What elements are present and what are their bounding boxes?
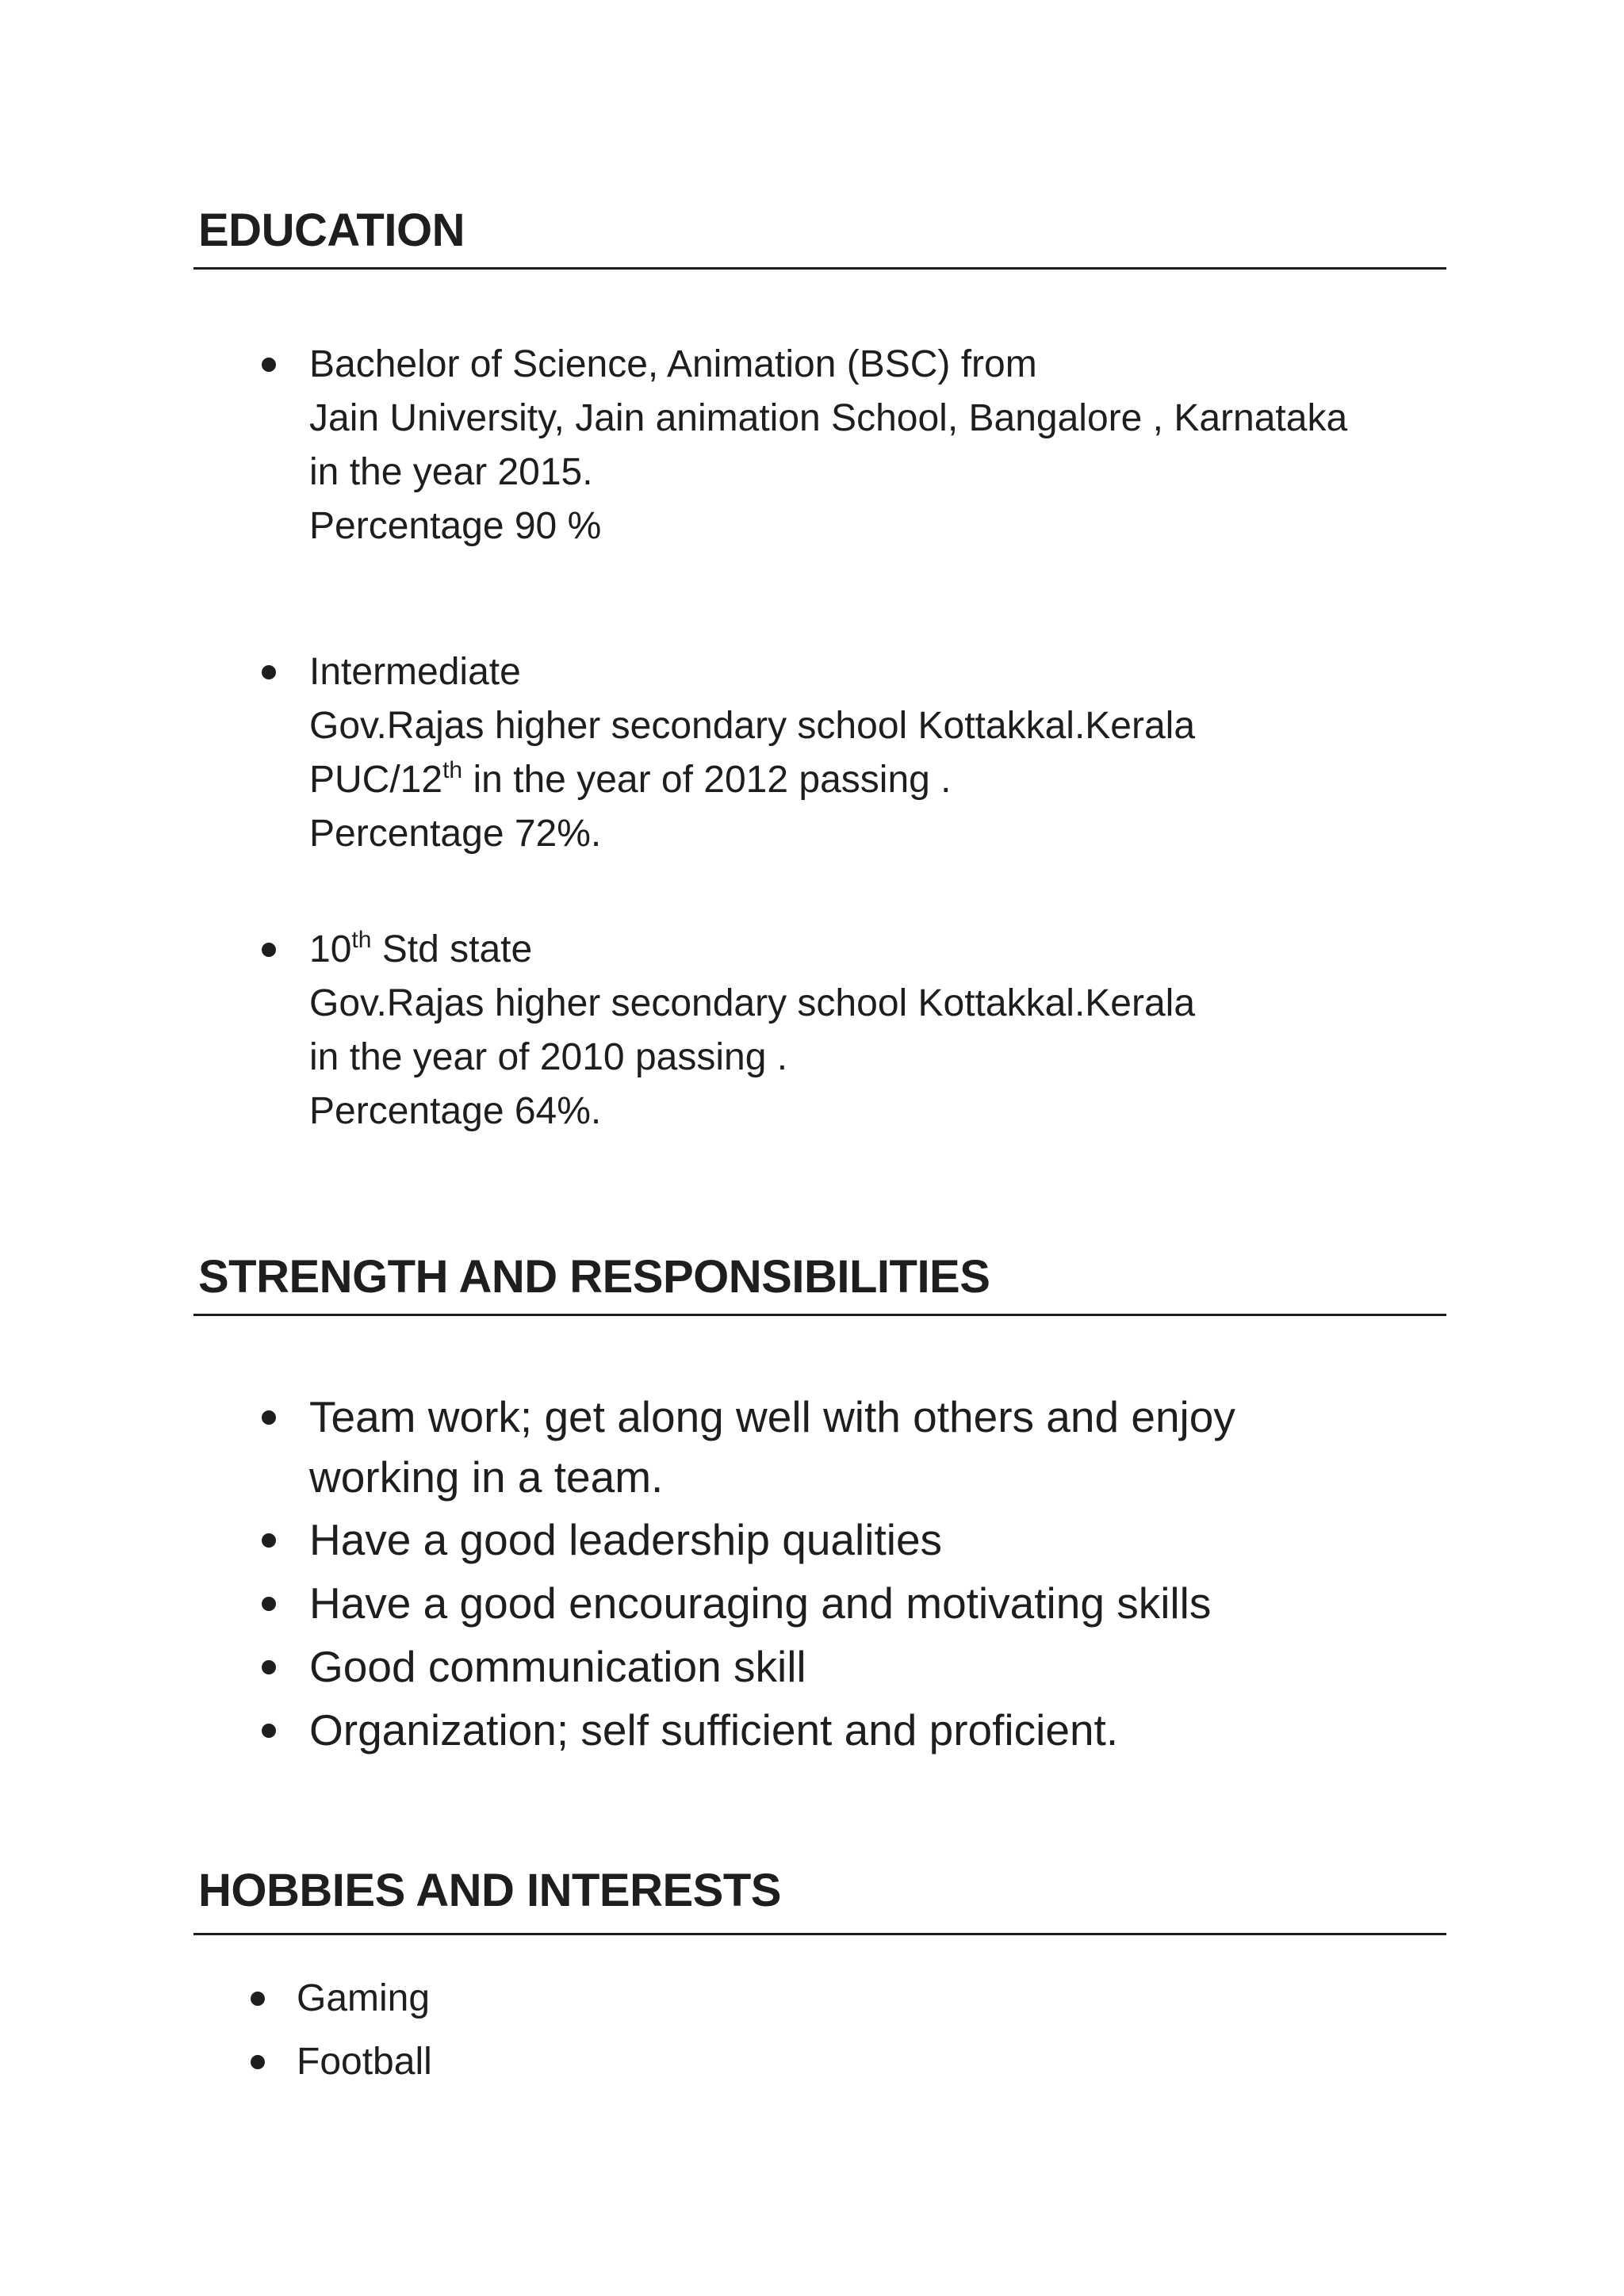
education-item-bsc	[309, 338, 1347, 553]
ordinal-suffix: th	[442, 757, 463, 783]
education-item-10th	[309, 923, 1195, 1138]
education-degree-number: 10	[309, 928, 352, 970]
education-degree-rest: Std state	[371, 928, 533, 970]
strength-text-continued: working in a team.	[309, 1452, 664, 1502]
strength-text: Have a good leadership qualities	[309, 1515, 943, 1564]
bullet-icon	[262, 1660, 276, 1674]
bullet-icon	[262, 1597, 276, 1611]
education-degree: Intermediate	[309, 651, 521, 693]
strength-text: Good communication skill	[309, 1642, 806, 1691]
strength-item-communication	[309, 1636, 806, 1697]
strengths-heading: STRENGTH AND RESPONSIBILITIES	[198, 1251, 990, 1303]
hobbies-heading: HOBBIES AND INTERESTS	[198, 1865, 781, 1916]
hobby-item-gaming: Gaming	[297, 1977, 431, 2019]
education-year-rest: in the year of 2012 passing .	[462, 759, 952, 801]
bullet-icon	[262, 1410, 276, 1425]
bullet-icon	[262, 943, 276, 957]
bullet-icon	[262, 1533, 276, 1548]
education-percentage: Percentage 72%.	[309, 813, 602, 855]
education-percentage: Percentage 64%.	[309, 1090, 602, 1132]
education-institution: Jain University, Jain animation School, Bangalore , Karnataka	[309, 397, 1348, 439]
bullet-icon	[262, 665, 276, 679]
strength-item-teamwork	[309, 1387, 1235, 1507]
education-item-intermediate	[309, 645, 1195, 861]
ordinal-suffix: th	[351, 927, 372, 953]
education-year-prefix: PUC/12	[309, 759, 443, 801]
strength-text: Organization; self sufficient and proficient.	[309, 1705, 1119, 1755]
education-degree: Bachelor of Science, Animation (BSC) from	[309, 343, 1037, 385]
hobby-item-football: Football	[297, 2041, 432, 2083]
education-year: in the year 2015.	[309, 451, 593, 493]
bullet-icon	[251, 1992, 265, 2006]
education-institution: Gov.Rajas higher secondary school Kottakkal.Kerala	[309, 982, 1196, 1024]
strengths-divider	[193, 1314, 1446, 1316]
education-year: in the year of 2010 passing .	[309, 1036, 788, 1078]
education-degree	[309, 923, 1195, 977]
education-institution: Gov.Rajas higher secondary school Kottakkal.Kerala	[309, 705, 1196, 747]
strength-item-organization	[309, 1700, 1118, 1760]
strength-text: Have a good encouraging and motivating skills	[309, 1578, 1212, 1628]
hobbies-divider	[193, 1933, 1446, 1935]
bullet-icon	[251, 2055, 265, 2069]
education-percentage: Percentage 90 %	[309, 505, 602, 547]
bullet-icon	[262, 1724, 276, 1738]
education-heading: EDUCATION	[198, 205, 465, 256]
strength-item-motivating	[309, 1573, 1211, 1633]
strength-text: Team work; get along well with others and enjoy	[309, 1392, 1235, 1441]
bullet-icon	[262, 358, 276, 372]
education-divider	[193, 267, 1446, 270]
education-year	[309, 753, 1195, 807]
strength-item-leadership	[309, 1510, 942, 1570]
